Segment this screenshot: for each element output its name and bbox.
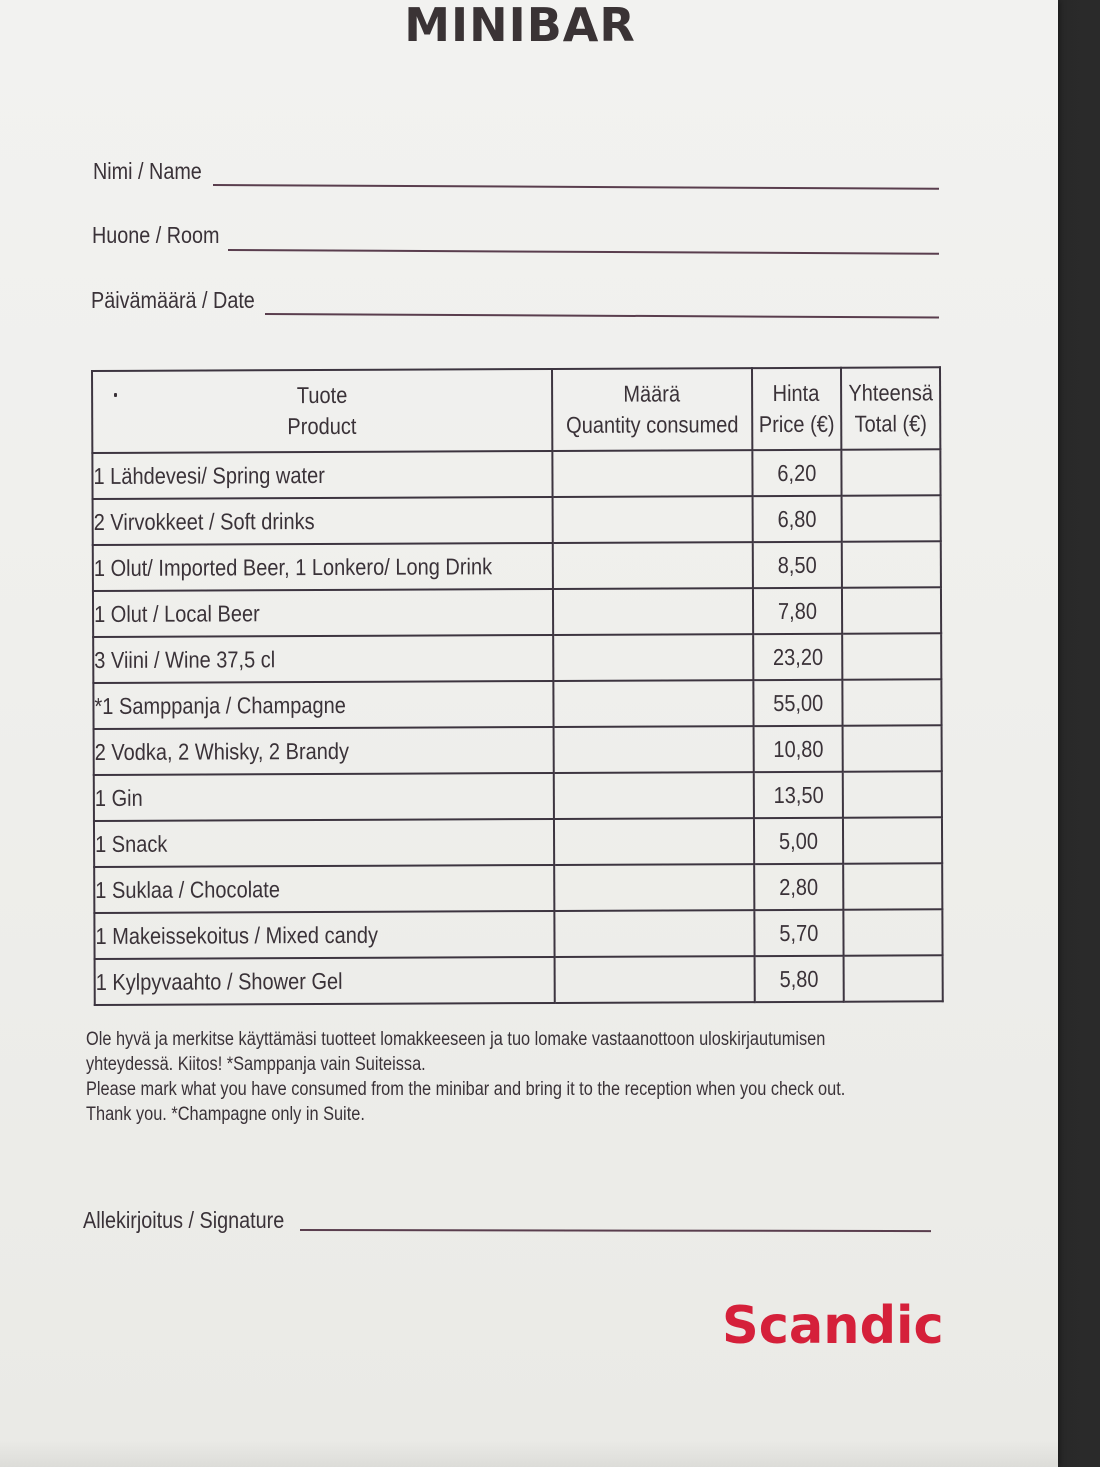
total-input-cell[interactable] [843,771,942,817]
total-input-cell[interactable] [842,725,941,771]
table-header-row [92,367,940,453]
name-label: Nimi / Name [93,158,202,184]
quantity-input-cell[interactable] [554,818,754,865]
price-cell: 7,80 [753,588,842,634]
price-cell: 2,80 [754,864,843,910]
quantity-input-cell[interactable] [554,956,754,1003]
product-cell: 2 Virvokkeet / Soft drinks [93,497,553,545]
price-cell: 10,80 [753,726,842,772]
quantity-input-cell[interactable] [554,910,754,957]
price-cell: 55,00 [753,680,842,726]
quantity-input-cell[interactable] [553,726,753,773]
header-product: Tuote Product [92,369,552,453]
quantity-input-cell[interactable] [552,496,752,543]
total-input-cell[interactable] [843,955,942,1001]
product-cell: 1 Suklaa / Chocolate [94,865,554,913]
scandic-logo: Scandic [722,1296,944,1356]
signature-field[interactable] [300,1229,931,1232]
product-cell: 1 Olut/ Imported Beer, 1 Lonkero/ Long Drink [93,543,553,591]
quantity-input-cell[interactable] [553,588,753,635]
table-row [92,449,940,499]
table-row [94,863,942,913]
instructions-note [86,1027,894,1127]
quantity-input-cell[interactable] [553,634,753,681]
signature-label: Allekirjoitus / Signature [83,1207,285,1233]
product-cell: 2 Vodka, 2 Whisky, 2 Brandy [94,727,554,775]
quantity-input-cell[interactable] [553,772,753,819]
table-row [94,771,942,821]
total-input-cell[interactable] [843,863,942,909]
price-cell: 5,80 [754,956,843,1002]
table-row [93,587,941,637]
name-field[interactable] [213,184,939,190]
product-cell: 3 Viini / Wine 37,5 cl [93,635,553,683]
room-label: Huone / Room [92,222,220,248]
price-cell: 23,20 [753,634,842,680]
date-label: Päivämäärä / Date [91,287,255,313]
total-input-cell[interactable] [842,633,941,679]
product-cell: *1 Samppanja / Champagne [93,681,553,729]
quantity-input-cell[interactable] [553,680,753,727]
quantity-input-cell[interactable] [552,542,752,589]
form-title: MINIBAR [404,0,636,52]
table-row [93,495,941,545]
product-cell: 1 Lähdevesi/ Spring water [92,451,552,499]
product-cell: 1 Makeissekoitus / Mixed candy [94,911,554,959]
total-input-cell[interactable] [842,587,941,633]
product-cell: 1 Olut / Local Beer [93,589,553,637]
total-input-cell[interactable] [841,495,940,541]
price-cell: 8,50 [753,542,842,588]
table-row [94,909,942,959]
total-input-cell[interactable] [842,541,941,587]
table-row [95,955,943,1005]
table-row [94,725,942,775]
total-input-cell[interactable] [842,679,941,725]
table-row [94,817,942,867]
product-cell: 1 Gin [94,773,554,821]
header-quantity: Määrä Quantity consumed [552,368,753,451]
room-field[interactable] [228,249,939,255]
quantity-input-cell[interactable] [552,450,752,497]
total-input-cell[interactable] [841,449,940,495]
table-row [93,633,941,683]
price-cell: 13,50 [754,772,843,818]
header-total: Yhteensä Total (€) [841,367,941,449]
price-cell: 5,00 [754,818,843,864]
paper-shadow [0,1440,1058,1467]
note-fi-line-2: yhteydessä. Kiitos! *Samppanja vain Suiteissa. [86,1054,426,1075]
product-cell: 1 Snack [94,819,554,867]
header-price: Hinta Price (€) [752,368,841,450]
total-input-cell[interactable] [843,817,942,863]
note-en-line-2: Thank you. *Champagne only in Suite. [86,1104,365,1125]
product-cell: 1 Kylpyvaahto / Shower Gel [95,957,555,1005]
date-field[interactable] [265,313,939,319]
note-fi-line-1: Ole hyvä ja merkitse käyttämäsi tuotteet lomakkeeseen ja tuo lomake vastaanottoon uloskirjautumisen [86,1029,826,1050]
price-cell: 5,70 [754,910,843,956]
price-cell: 6,80 [752,496,841,542]
note-en-line-1: Please mark what you have consumed from the minibar and bring it to the reception when you check out. [86,1079,846,1100]
total-input-cell[interactable] [843,909,942,955]
table-row [93,541,941,591]
price-cell: 6,20 [752,450,841,496]
quantity-input-cell[interactable] [554,864,754,911]
minibar-table [91,366,944,1006]
table-row [93,679,941,729]
